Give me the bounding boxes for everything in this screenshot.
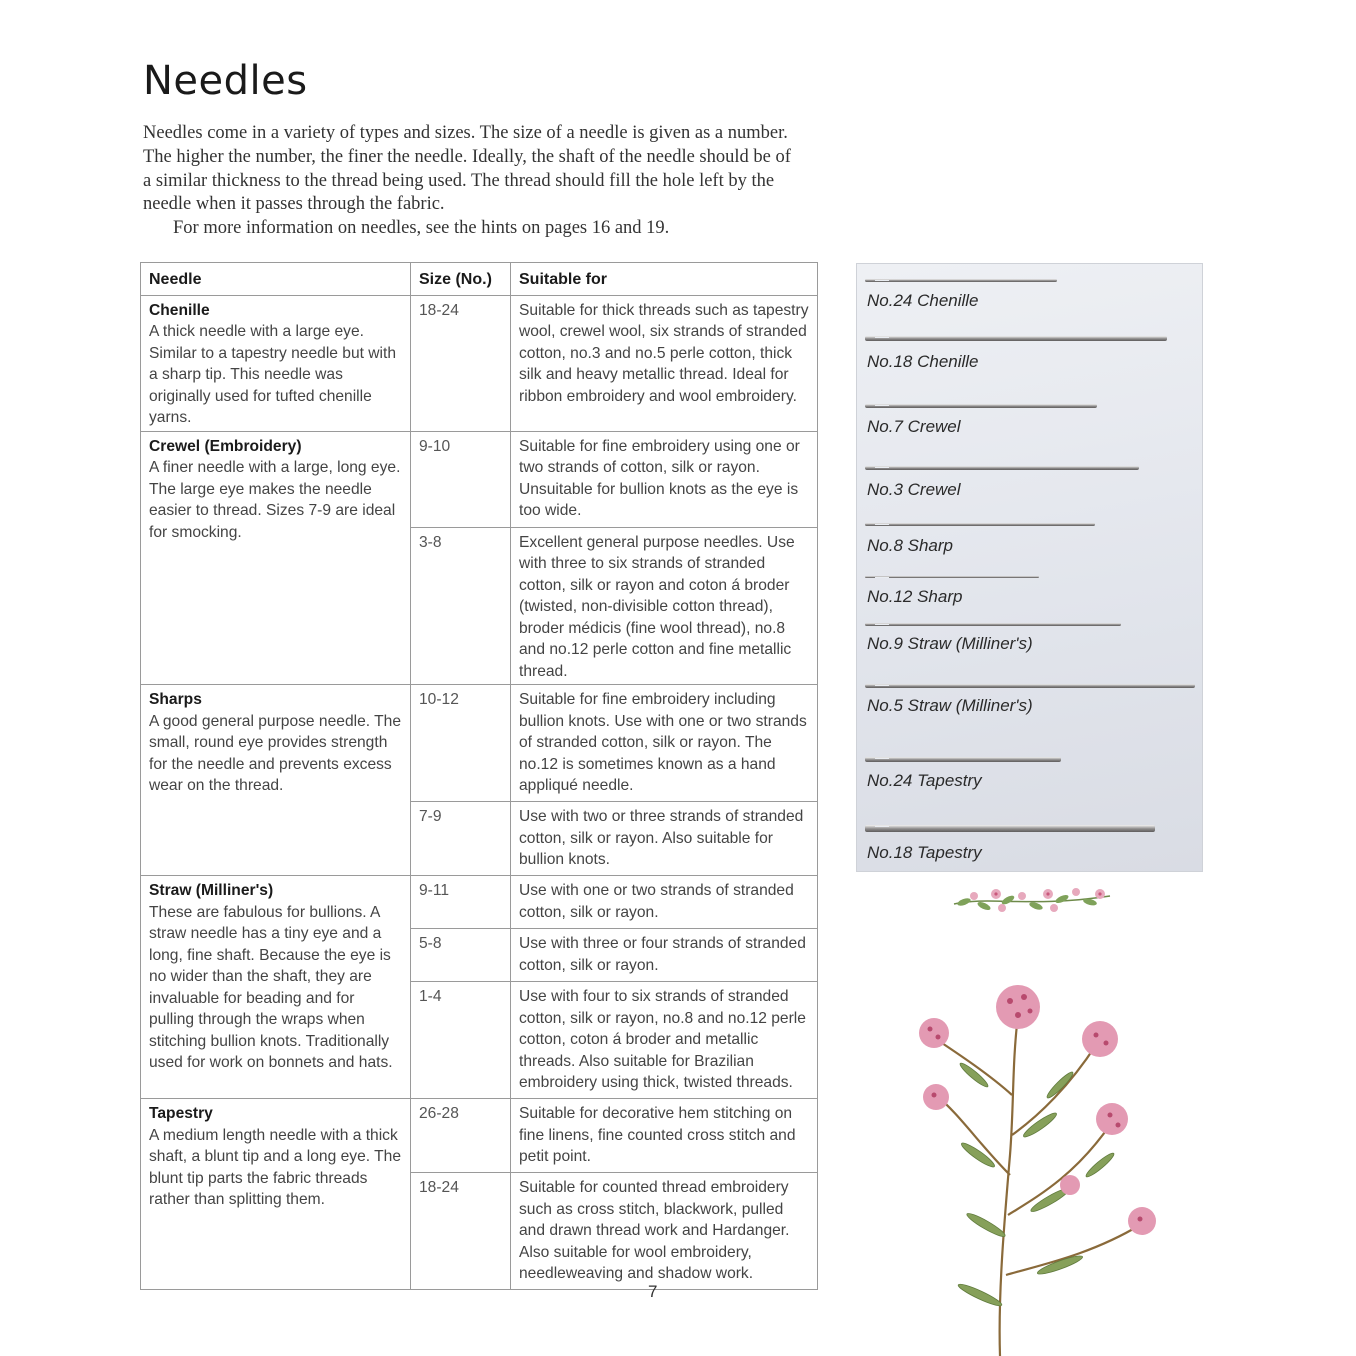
table-row <box>141 685 818 802</box>
page-number: 7 <box>648 1282 658 1301</box>
needle-cell <box>141 876 411 1099</box>
needle-label: No.24 Chenille <box>867 291 979 310</box>
needles-photo <box>856 263 1203 872</box>
needle-image <box>865 684 1195 688</box>
needle-label: No.5 Straw (Milliner's) <box>867 696 1033 715</box>
suitable-cell: Excellent general purpose needles. Use with three to six strands of stranded cotton, silk or rayon and coton á broder (twisted, non-divisible cotton thread), broder médicis (fine wool thread), no.8 and no.12 perle cotton and fine metallic thread. <box>511 527 818 685</box>
size-cell: 18-24 <box>411 1173 511 1290</box>
needles-table <box>140 262 818 1290</box>
needle-label: No.18 Chenille <box>867 352 979 371</box>
needle-image <box>865 404 1097 408</box>
needle-name: Sharps <box>149 691 202 708</box>
size-cell: 9-11 <box>411 876 511 929</box>
size-cell: 3-8 <box>411 527 511 685</box>
intro-paragraph: Needles come in a variety of types and sizes. The size of a needle is given as a number. The higher the number, the finer the needle. Ideally, the shaft of the needle should be of a similar thickness to the thread being used. The thread should fill the hole left by the needle when it passes through the fabric. <box>143 123 791 215</box>
table-row <box>141 431 818 527</box>
needle-description: A finer needle with a large, long eye. The large eye makes the needle easier to thread. Sizes 7-9 are ideal for smocking. <box>149 459 401 541</box>
needle-label: No.24 Tapestry <box>867 771 982 790</box>
needle-image <box>865 523 1095 526</box>
table-header-row <box>141 263 818 296</box>
needle-image <box>865 757 1061 762</box>
needle-description: These are fabulous for bullions. A straw needle has a tiny eye and a long, fine shaft. Because the eye is no wider than the shaft, they are invaluable for beading and for pulling through the wraps when stitching bullion knots. Traditionally used for work on bonnets and hats. <box>149 903 393 1071</box>
needle-image <box>865 825 1155 832</box>
size-cell: 1-4 <box>411 982 511 1099</box>
valerian-plant-illustration <box>900 975 1190 1356</box>
needle-cell <box>141 1099 411 1290</box>
needle-image <box>865 279 1057 282</box>
needle-label: No.3 Crewel <box>867 480 961 499</box>
needle-description: A thick needle with a large eye. Similar to a tapestry needle but with a sharp tip. This needle was originally used for tufted chenille yarns. <box>149 323 397 426</box>
size-cell: 9-10 <box>411 431 511 527</box>
needle-cell <box>141 685 411 876</box>
needle-label: No.12 Sharp <box>867 587 963 606</box>
size-cell: 7-9 <box>411 802 511 876</box>
suitable-cell: Use with four to six strands of stranded cotton, silk or rayon, no.8 and no.12 perle cotton, coton á broder and metallic threads. Also suitable for Brazilian embroidery using thick, twisted threads. <box>511 982 818 1099</box>
header-needle: Needle <box>141 263 411 296</box>
needle-image <box>865 336 1167 341</box>
table-row <box>141 295 818 431</box>
intro-paragraph-hint: For more information on needles, see the hints on pages 16 and 19. <box>173 218 670 239</box>
needle-name: Tapestry <box>149 1105 213 1122</box>
intro-text <box>143 122 793 241</box>
suitable-cell: Use with two or three strands of stranded cotton, silk or rayon. Also suitable for bullion knots. <box>511 802 818 876</box>
needle-label: No.7 Crewel <box>867 417 961 436</box>
suitable-cell: Use with one or two strands of stranded cotton, silk or rayon. <box>511 876 818 929</box>
size-cell: 18-24 <box>411 295 511 431</box>
needle-cell <box>141 431 411 685</box>
needle-name: Crewel (Embroidery) <box>149 437 302 455</box>
suitable-cell: Suitable for fine embroidery using one or two strands of cotton, silk or rayon. Unsuitable for bullion knots as the eye is too wide. <box>511 431 818 527</box>
suitable-cell: Suitable for counted thread embroidery such as cross stitch, blackwork, pulled and drawn thread work and Hardanger. Also suitable for wool embroidery, needleweaving and shadow work. <box>511 1173 818 1290</box>
needle-description: A medium length needle with a thick shaft, a blunt tip and a long eye. The blunt tip parts the fabric threads rather than splitting them. <box>149 1126 401 1208</box>
needle-image <box>865 466 1139 470</box>
header-suitable-for: Suitable for <box>511 263 818 296</box>
table-row <box>141 1099 818 1173</box>
needle-name: Straw (Milliner's) <box>149 882 274 899</box>
size-cell: 10-12 <box>411 685 511 802</box>
needle-label: No.9 Straw (Milliner's) <box>867 634 1033 653</box>
needle-label: No.8 Sharp <box>867 536 953 555</box>
suitable-cell: Suitable for decorative hem stitching on fine linens, fine counted cross stitch and petit point. <box>511 1099 818 1173</box>
table-row <box>141 876 818 929</box>
page-title: Needles <box>143 58 308 104</box>
flower-sprig-illustration <box>950 882 1115 918</box>
needle-name: Chenille <box>149 301 210 319</box>
suitable-cell: Use with three or four strands of stranded cotton, silk or rayon. <box>511 929 818 982</box>
needle-description: A good general purpose needle. The small, round eye provides strength for the needle and prevents excess wear on the thread. <box>149 712 402 794</box>
needle-cell <box>141 295 411 431</box>
header-size: Size (No.) <box>411 263 511 296</box>
size-cell: 26-28 <box>411 1099 511 1173</box>
needle-label: No.18 Tapestry <box>867 843 982 862</box>
needle-image <box>865 576 1039 578</box>
needle-image <box>865 623 1121 626</box>
suitable-cell: Suitable for fine embroidery including bullion knots. Use with one or two strands of stranded cotton, silk or rayon. The no.12 is sometimes known as a hand appliqué needle. <box>511 685 818 802</box>
suitable-cell: Suitable for thick threads such as tapestry wool, crewel wool, six strands of stranded cotton, no.3 and no.5 perle cotton, thick silk and heavy metallic thread. Ideal for ribbon embroidery and wool embroidery. <box>511 295 818 431</box>
size-cell: 5-8 <box>411 929 511 982</box>
